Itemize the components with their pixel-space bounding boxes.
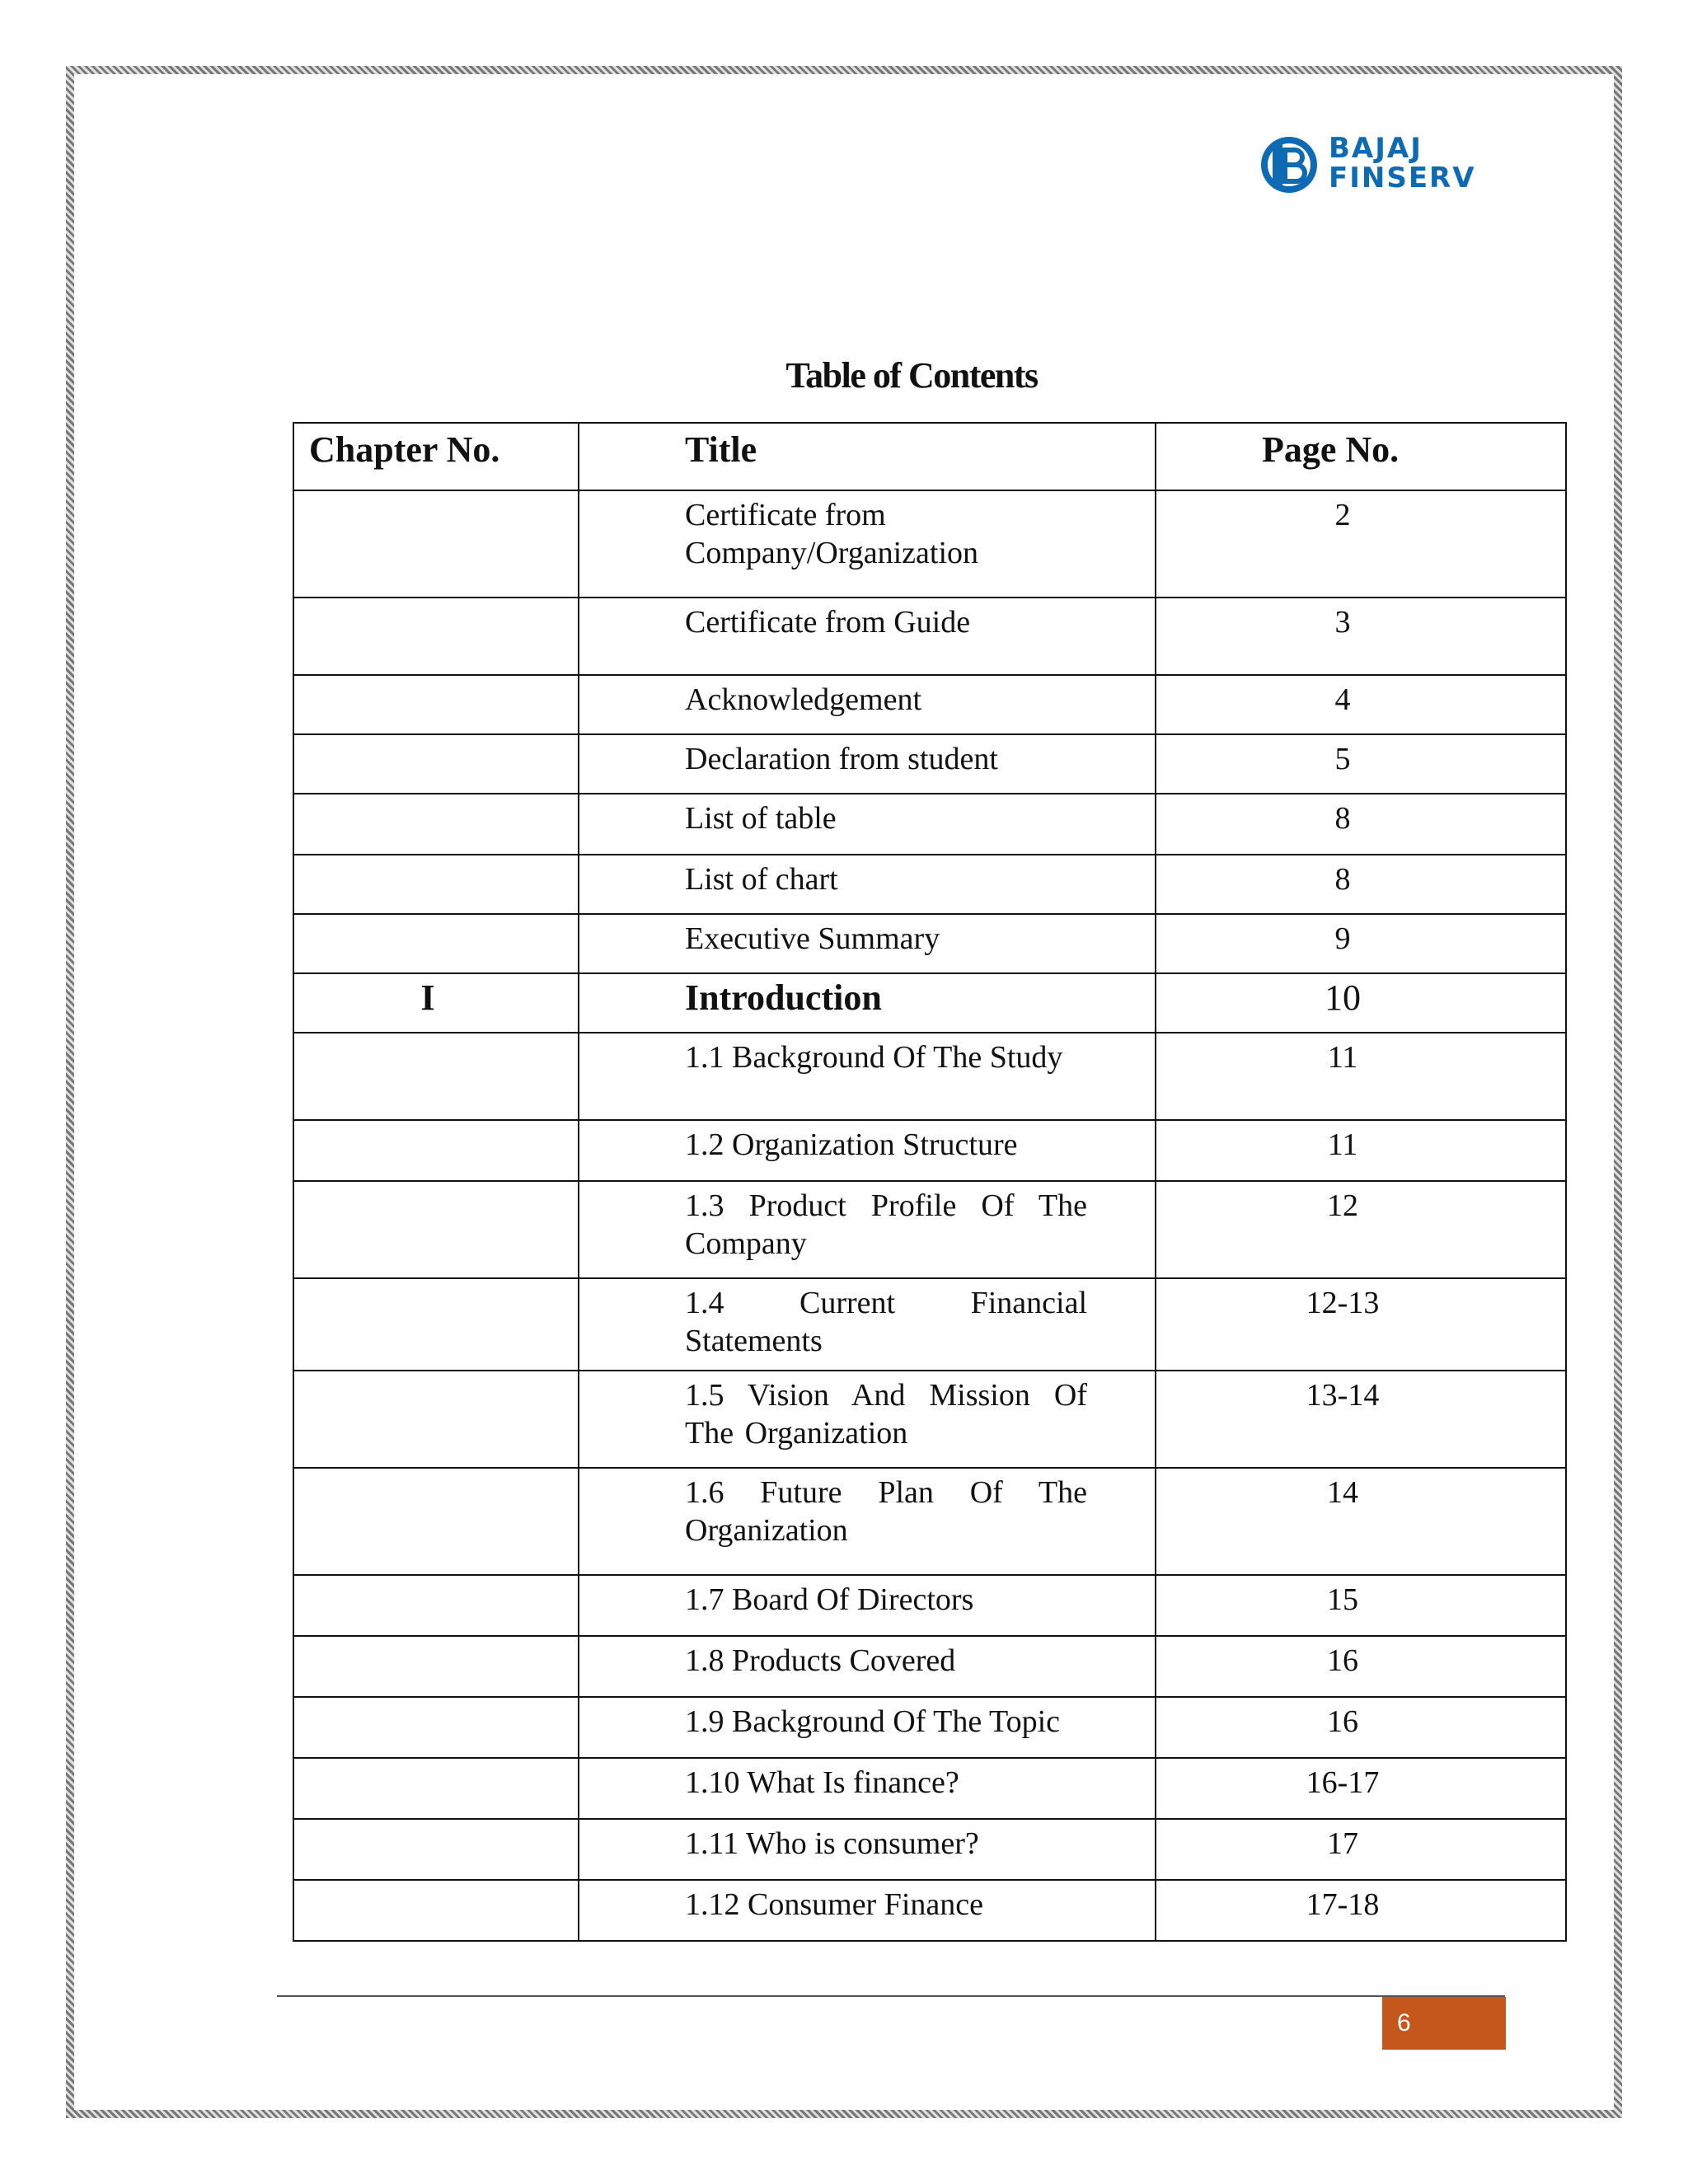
page-cell: 11 [1156,1033,1566,1120]
title-cell: Introduction [579,973,1156,1033]
logo-wordmark [1329,134,1476,193]
title-cell: 1.11 Who is consumer? [579,1819,1156,1880]
page-cell: 16 [1156,1697,1566,1758]
table-row [293,1758,1566,1819]
page-cell: 10 [1156,973,1566,1033]
chapter-cell [293,490,579,598]
page-cell: 3 [1156,598,1566,675]
page-cell: 16 [1156,1636,1566,1697]
chapter-cell [293,1575,579,1636]
page-cell: 5 [1156,734,1566,794]
table-of-contents [293,422,1567,1942]
table-row [293,1575,1566,1636]
title-cell: 1.10 What Is finance? [579,1758,1156,1819]
table-row [293,1033,1566,1120]
table-row [293,855,1566,914]
title-cell: List of table [579,794,1156,855]
table-row [293,1278,1566,1371]
title-cell: Executive Summary [579,914,1156,973]
chapter-cell [293,1371,579,1468]
title-cell: 1.9 Background Of The Topic [579,1697,1156,1758]
chapter-cell [293,1697,579,1758]
table-row [293,1181,1566,1278]
document-title: Table of Contents [785,355,1038,396]
table-row [293,794,1566,855]
bajaj-finserv-emblem-icon [1259,135,1319,194]
table-row [293,1468,1566,1575]
chapter-cell [293,1278,579,1371]
page-cell: 13-14 [1156,1371,1566,1468]
title-cell: 1.6 Future Plan Of The Organization [579,1468,1156,1575]
chapter-cell [293,794,579,855]
chapter-cell [293,1181,579,1278]
chapter-cell [293,734,579,794]
title-cell: List of chart [579,855,1156,914]
title-cell: 1.8 Products Covered [579,1636,1156,1697]
page-cell: 8 [1156,855,1566,914]
table-row [293,734,1566,794]
page-cell: 8 [1156,794,1566,855]
table-row [293,914,1566,973]
title-cell: 1.7 Board Of Directors [579,1575,1156,1636]
page-cell: 15 [1156,1575,1566,1636]
title-cell: 1.4 Current Financial Statements [579,1278,1156,1371]
chapter-cell [293,1468,579,1575]
logo-line-1: BAJAJ [1329,132,1423,165]
chapter-cell [293,598,579,675]
chapter-cell [293,1033,579,1120]
chapter-heading-row [293,973,1566,1033]
title-cell: 1.2 Organization Structure [579,1120,1156,1181]
table-row [293,1636,1566,1697]
chapter-cell [293,914,579,973]
page-cell: 16-17 [1156,1758,1566,1819]
page-cell: 9 [1156,914,1566,973]
table-row [293,1819,1566,1880]
table-row [293,1697,1566,1758]
table-row [293,675,1566,734]
column-header-title: Title [579,423,1156,490]
table-row [293,598,1566,675]
page-cell: 11 [1156,1120,1566,1181]
page-cell: 4 [1156,675,1566,734]
title-cell: Declaration from student [579,734,1156,794]
bajaj-finserv-logo [1259,130,1490,198]
title-cell: Certificate from Guide [579,598,1156,675]
page-cell: 14 [1156,1468,1566,1575]
title-cell: 1.3 Product Profile Of The Company [579,1181,1156,1278]
logo-line-2: FINSERV [1329,162,1476,194]
table-row [293,1880,1566,1941]
title-cell: 1.12 Consumer Finance [579,1880,1156,1941]
header-row [293,423,1566,490]
page-cell: 2 [1156,490,1566,598]
page-number-badge: 6 [1382,1997,1506,2050]
chapter-cell [293,1819,579,1880]
chapter-cell [293,1758,579,1819]
footer-divider [277,1995,1505,1997]
table-row [293,1371,1566,1468]
page-cell: 12-13 [1156,1278,1566,1371]
table-row [293,490,1566,598]
column-header-chapter: Chapter No. [293,423,579,490]
page-cell: 17 [1156,1819,1566,1880]
chapter-cell [293,1880,579,1941]
chapter-cell [293,855,579,914]
table-row [293,1120,1566,1181]
chapter-cell [293,1120,579,1181]
title-cell: Certificate from Company/Organization [579,490,1156,598]
page-cell: 17-18 [1156,1880,1566,1941]
chapter-cell [293,1636,579,1697]
title-cell: 1.5 Vision And Mission Of The Organization [579,1371,1156,1468]
column-header-page: Page No. [1156,423,1566,490]
page-cell: 12 [1156,1181,1566,1278]
title-cell: Acknowledgement [579,675,1156,734]
chapter-cell [293,675,579,734]
title-cell: 1.1 Background Of The Study [579,1033,1156,1120]
chapter-cell: I [293,973,579,1033]
